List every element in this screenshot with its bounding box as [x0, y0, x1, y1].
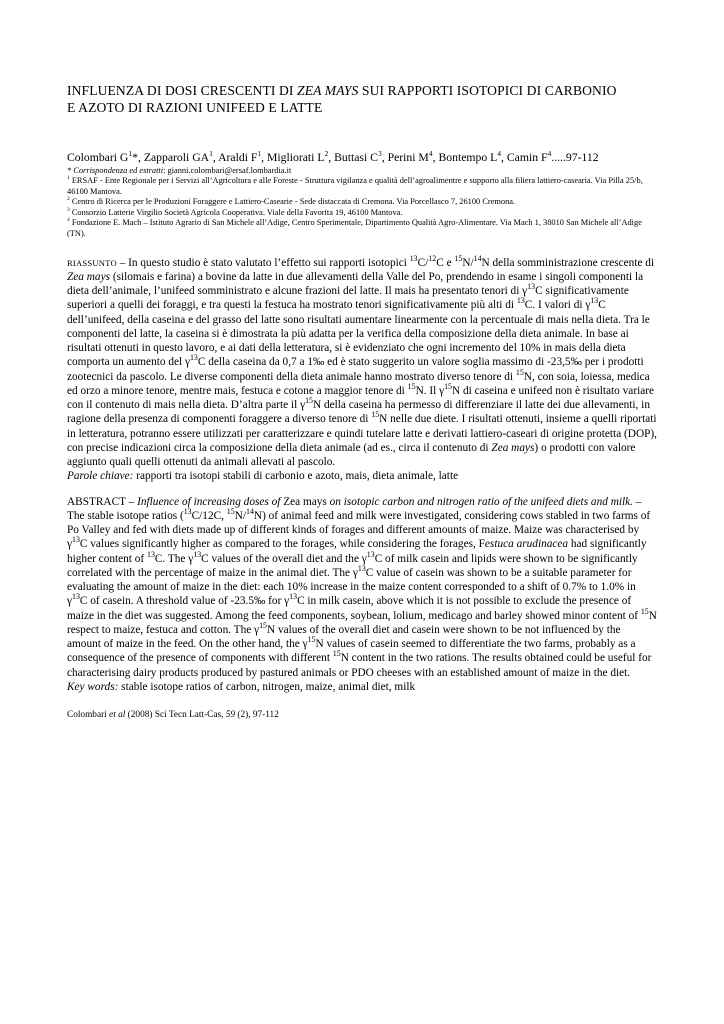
text-run: 59 — [225, 710, 236, 721]
text-run: Influence of increasing doses of — [137, 495, 284, 508]
text-run: 2 — [67, 196, 70, 203]
parole-chiave-text: rapporti tra isotopi stabili di carbonio e azoto, mais, dieta animale, latte — [133, 470, 459, 483]
text-run: C della caseina da 0,7 a 1‰ ed è stato suggerito un valore soglia massimo di -23,5‰ per i prodotti zootecnici da pascolo. Le diverse componenti della dieta animale hanno mostrato diverso tenore di — [67, 356, 644, 383]
text-run: estuca arudinacea — [484, 538, 569, 551]
text-run: 15 — [307, 635, 316, 645]
text-run: N della caseina ha permesso di differenziare il latte dei due allevamenti, in ragione della presenza di componenti foraggere a diverso tenore di — [67, 399, 650, 426]
text-run: C e — [436, 256, 455, 269]
corresponding-mark: *, — [132, 151, 144, 164]
correspondence-email[interactable]: : gianni.colombari@ersaf.lombardia.it — [163, 166, 292, 175]
text-run: , — [432, 151, 439, 164]
text-run: N values of casein seemed to differentiate the two farms, probably as a consequence of the presence of components with different — [67, 638, 636, 665]
text-run: – In questo studio è stato valutato l’effetto sui rapporti isotopici — [116, 256, 410, 269]
abstract-label: ABSTRACT – — [67, 495, 138, 508]
correspondence-line — [67, 166, 657, 176]
author-affiliation-ref: 1 — [128, 149, 133, 159]
text-run: ) o prodotti con valore aggiunto quali quelli ottenuti da animali allevati al pascolo. — [67, 441, 636, 469]
text-run: 13 — [357, 564, 366, 574]
paper-page — [67, 82, 657, 721]
text-run: , — [261, 151, 267, 164]
author: Camin F — [506, 151, 548, 164]
title-species: ZEA MAYS — [297, 83, 359, 98]
text-run: 13 — [590, 296, 599, 306]
riassunto-paragraph — [67, 253, 657, 470]
text-run: 13 — [193, 549, 202, 559]
text-run: Consorzio Latterie Virgilio Società Agricola Cooperativa. Viale della Favorita 19, 46100 Mantova. — [69, 207, 403, 217]
text-run: N. Il γ — [415, 384, 445, 397]
text-run: N, con soia, loiessa, medica ed orzo a minore tenore, mentre mais, festuca e cotone a maggior tenore di — [67, 370, 650, 397]
affiliation-3 — [67, 208, 657, 219]
text-run: 4 — [67, 217, 70, 224]
author-affiliation-ref: 2 — [324, 149, 329, 159]
text-run: C significativamente superiori a quelli dei foraggi, e tra questi la festuca ha mostrato tenori significativamente più alti di — [67, 285, 629, 312]
text-run: N nelle due diete. I risultati ottenuti, insieme a quelli riportati in letteratura, potranno essere utilizzati per caratterizzare e quindi tutelare latte e derivati lattiero-caseari di origine protetta (DOP), con precise indicazioni circa la composizione della dieta animale (ad es., circa il contenuto di — [67, 413, 657, 454]
text-run: 15 — [444, 382, 452, 392]
author-affiliation-ref: 1 — [209, 149, 213, 159]
text-run: – The stable isotope ratios ( — [67, 495, 642, 522]
author-affiliation-ref: 4 — [547, 149, 552, 159]
text-run: 13 — [289, 592, 298, 602]
text-run: 13 — [72, 592, 80, 602]
text-run: C values significantly higher as compared to the forages, while considering the forages, F — [79, 538, 485, 551]
text-run: (2008) Sci Tecn Latt-Cas, — [125, 710, 226, 721]
affiliation-1 — [67, 176, 657, 197]
text-run: ERSAF - Ente Regionale per i Servizi all’Agricoltura e alle Foreste - Struttura vigilanza e qualità dell’agroalimentre e supporto alla filiera lattiero-casearia. Via Pilla 25/b, 46100 Mantova. — [67, 176, 643, 196]
text-run: 13 — [527, 282, 536, 292]
text-run: C dell’unifeed, della caseina e del grasso del latte sono risultati aumentare linearmente con la percentuale di mais nella dieta. Tra le componenti del latte, la caseina si è dimostrata la più adatta per la verifica della composizione della dieta animale. In base ai risultati ottenuti in questo lavoro, e ai dati della letteratura, si è evidenziato che ogni incremento del 10% in mais della dieta comporta un aumento del γ — [67, 299, 650, 369]
text-run: Zea mays — [67, 270, 110, 283]
text-run: N values of the overall diet and casein were shown to be not influenced by the amount of maize in the feed. On the other hand, the γ — [67, 623, 621, 651]
author: Araldi F — [218, 151, 258, 164]
keywords-label: Key words: — [67, 680, 119, 693]
text-run: 15 — [515, 367, 524, 377]
author: Perini M — [387, 151, 429, 164]
text-run: C in milk casein, above which it is not possible to exclude the presence of maize in the diet was suggested. Among the feed components, soybean, lolium, medicago and barley showed minor content of — [67, 595, 641, 622]
title-text-1: INFLUENZA DI DOSI CRESCENTI DI — [67, 83, 298, 98]
text-run: N/ — [462, 256, 474, 269]
author: Colombari G — [67, 151, 129, 164]
page-range: .....97-112 — [551, 151, 599, 164]
author-affiliation-ref: 4 — [428, 149, 433, 159]
text-run: 15 — [640, 606, 649, 616]
text-run: , — [328, 151, 335, 164]
text-run: Centro di Ricerca per le Produzioni Foraggere e Lattiero-Casearie - Sede distaccata di Cremona. Via Porcellasco 7, 26100 Cremona. — [69, 197, 516, 207]
text-run: had significantly higher content of — [67, 538, 647, 565]
text-run: N/ — [234, 509, 246, 522]
text-run: C. I valori di γ — [524, 299, 591, 312]
text-run: et al — [109, 710, 126, 721]
author-affiliation-ref: 3 — [377, 149, 382, 159]
author: Bontempo L — [438, 151, 498, 164]
keywords-text: stable isotope ratios of carbon, nitrogen, maize, animal diet, milk — [118, 680, 416, 693]
affiliation-2 — [67, 197, 657, 208]
text-run: Zea mays — [283, 495, 327, 508]
author-affiliation-ref: 4 — [497, 149, 502, 159]
text-run: , — [381, 151, 388, 164]
text-run: C values of the overall diet and the γ — [201, 552, 367, 565]
paper-title — [67, 82, 657, 116]
text-run: 15 — [454, 253, 463, 263]
text-run: 15 — [305, 396, 313, 406]
text-run: N respect to maize, festuca and cotton. The γ — [67, 609, 657, 636]
text-run: (2), 97-112 — [235, 710, 279, 721]
text-run: 15 — [407, 382, 416, 392]
text-run: 15 — [332, 649, 341, 659]
text-run: 1 — [67, 175, 70, 182]
text-run: 15 — [259, 621, 267, 631]
text-run: Fondazione E. Mach – Istituto Agrario di San Michele all’Adige, Centro Sperimentale, Dipartimento Qualità Agro-Alimentare. Via Mach 1, 38010 San Michele all’Adige (TN). — [67, 218, 642, 238]
text-run: 13 — [183, 507, 192, 517]
text-run: N content in the two rations. The results obtained could be useful for characterising dairy products produced by pastured animals or PDO cheeses with an established amount of maize in the diet. — [67, 652, 652, 679]
parole-chiave-label: Parole chiave: — [67, 470, 134, 483]
text-run: Zea mays — [491, 441, 535, 454]
text-run: C of milk casein and lipids were shown to be significantly correlated with the percentage of maize in the animal diet. The γ — [67, 552, 638, 579]
text-run: 13 — [409, 253, 418, 263]
text-run: Colombari — [67, 710, 110, 721]
author: Buttasi C — [334, 151, 378, 164]
text-run: C/ — [417, 256, 429, 269]
text-run: , — [501, 151, 507, 164]
title-text-3: E AZOTO DI RAZIONI UNIFEED E LATTE — [67, 100, 323, 115]
riassunto-label: RIASSUNTO — [67, 257, 117, 268]
author-list — [67, 150, 657, 165]
text-run: N di caseina e unifeed non è risultato variare con il contenuto di mais nella dieta. D’altra parte il γ — [67, 384, 655, 412]
text-run: 12 — [428, 253, 437, 263]
abstract-paragraph — [67, 495, 657, 680]
text-run: (silomais e farina) a bovine da latte in due allevamenti della Valle del Po, prendendo in esame i singoli componenti la dieta dell’animale, l’unifeed somministrato e alcune frazioni del latte. Il mais ha presentato tenori di γ — [67, 270, 644, 298]
author: Zapparoli GA — [143, 151, 210, 164]
text-run: C value of casein was shown to be a suitable parameter for evaluating the amount of maize in the diet: each 10% increase in the maize content corresponded to a shift of 0.7% to 1.0% in γ — [67, 566, 636, 608]
text-run: 13 — [516, 296, 525, 306]
text-run: 13 — [147, 549, 155, 559]
keywords-line — [67, 680, 657, 694]
text-run: 14 — [473, 253, 482, 263]
text-run: C of casein. A threshold value of -23.5‰ for γ — [79, 595, 290, 608]
text-run: N) of animal feed and milk were investigated, considering cows stabled in two farms of Po Valley and fed with diets made up of different kinds of forages and different amounts of maize. Maize was characterised by γ — [67, 509, 651, 551]
text-run: N della somministrazione crescente di — [481, 256, 655, 269]
correspondence-label: * Corrispondenza ed estratti — [67, 166, 164, 175]
author: Migliorati L — [267, 151, 325, 164]
text-run: C. The γ — [154, 552, 194, 565]
text-run: 13 — [72, 535, 80, 545]
text-run: 14 — [246, 507, 254, 517]
author-affiliation-ref: 1 — [257, 149, 262, 159]
title-text-2: SUI RAPPORTI ISOTOPICI DI CARBONIO — [358, 83, 617, 98]
text-run: 15 — [371, 410, 380, 420]
affiliation-4 — [67, 218, 657, 239]
text-run: 13 — [366, 549, 375, 559]
text-run: on isotopic carbon and nitrogen ratio of the unifeed diets and milk. — [326, 495, 633, 508]
text-run: 3 — [67, 206, 70, 213]
text-run: , — [212, 151, 219, 164]
parole-chiave-line — [67, 469, 657, 483]
text-run: 13 — [189, 353, 198, 363]
citation-footer — [67, 709, 657, 721]
text-run: 15 — [226, 507, 235, 517]
text-run: C/12C, — [191, 509, 227, 522]
